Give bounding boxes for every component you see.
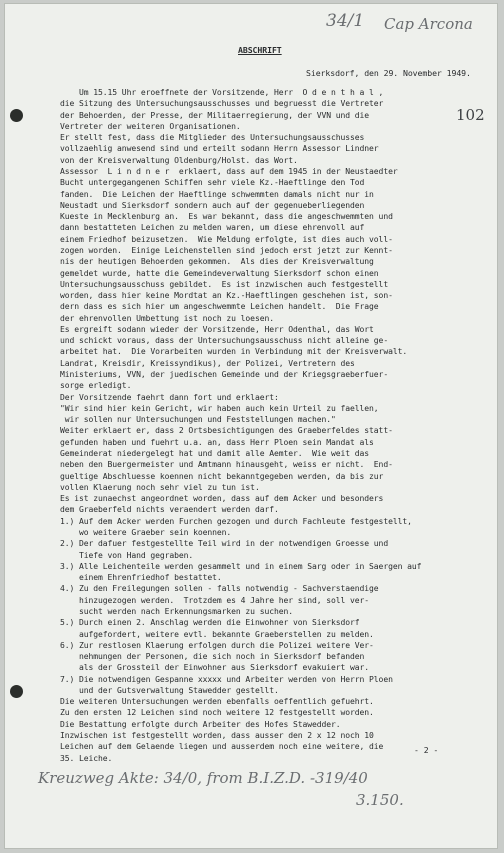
body-line: 3.) Alle Leichenteile werden gesammelt und in einem Sarg oder in Saergen auf	[60, 561, 422, 571]
body-line: Neustadt und Sierksdorf sondern auch auf der gegenueberliegenden	[60, 200, 365, 210]
body-line: einem Friedhof beizusetzen. Wie Meldung erfolgte, ist dies auch voll-	[60, 234, 393, 244]
body-line: dern dass es sich hier um angeschwemmte Leichen handelt. Die Frage	[60, 302, 379, 312]
body-line: hinzugezogen werden. Trotzdem es 4 Jahre her sind, soll ver-	[60, 595, 370, 605]
body-line: Er stellt fest, dass die Mitglieder des Untersuchungsausschusses	[60, 133, 365, 143]
body-line: fanden. Die Leichen der Haeftlinge schwemmten damals nicht nur in	[60, 189, 374, 199]
document-title: ABSCHRIFT	[238, 45, 282, 55]
body-line: vollzaehlig anwesend sind und erteilt sodann Herrn Assessor Lindner	[60, 144, 379, 154]
place-date: Sierksdorf, den 29. November 1949.	[306, 68, 471, 78]
page-number: - 2 -	[414, 745, 439, 755]
handwritten-archive-note: Kreuzweg Akte: 34/0, from B.I.Z.D. -319/40	[38, 769, 368, 787]
body-line: Vertreter der weiteren Organisationen.	[60, 121, 241, 131]
body-line: 1.) Auf dem Acker werden Furchen gezogen und durch Fachleute festgestellt,	[60, 516, 412, 526]
body-line: neben den Buergermeister und Amtmann hinausgeht, weiss er nicht. End-	[60, 460, 393, 470]
handwritten-archive-note-number: 3.150.	[356, 791, 404, 809]
body-line: Bucht untergegangenen Schiffen sehr viele Kz.-Haeftlinge den Tod	[60, 178, 365, 188]
body-line: sucht werden nach Erkennungsmarken zu suchen.	[60, 606, 293, 616]
body-line: und der Gutsverwaltung Stawedder gestellt.	[60, 685, 279, 695]
body-line: 6.) Zur restlosen Klaerung erfolgen durch die Polizei weitere Ver-	[60, 640, 374, 650]
body-line: sorge erledigt.	[60, 381, 132, 391]
body-line: der Behoerden, der Presse, der Militaerregierung, der VVN und die	[60, 110, 370, 120]
body-line: Leichen auf dem Gelaende liegen und ausserdem noch eine weitere, die	[60, 742, 384, 752]
body-line: Untersuchungsausschuss gebildet. Es ist inzwischen auch festgestellt	[60, 279, 389, 289]
handwritten-reference-number: 34/1	[326, 11, 365, 31]
body-line: gueltige Abschluesse koennen nicht bekanntgegeben werden, da bis zur	[60, 471, 384, 481]
handwritten-margin-number: 102	[456, 106, 485, 124]
body-line: von der Kreisverwaltung Oldenburg/Holst. das Wort.	[60, 155, 298, 165]
body-line: zogen worden. Einige Leichenstellen sind jedoch erst jetzt zur Kennt-	[60, 245, 393, 255]
punch-hole	[10, 685, 23, 698]
handwritten-ship-name: Cap Arcona	[384, 15, 473, 33]
body-line: dem Graeberfeld nichts veraendert werden darf.	[60, 505, 279, 515]
body-line: Die Bestattung erfolgte durch Arbeiter des Hofes Stawedder.	[60, 719, 341, 729]
body-line: "Wir sind hier kein Gericht, wir haben auch kein Urteil zu faellen,	[60, 403, 379, 413]
body-line: aufgefordert, weitere evtl. bekannte Graeberstellen zu melden.	[60, 629, 374, 639]
body-line: Zu den ersten 12 Leichen sind noch weitere 12 festgestellt worden.	[60, 708, 374, 718]
body-line: 2.) Der dafuer festgestellte Teil wird in der notwendigen Groesse und	[60, 539, 389, 549]
body-line: einem Ehrenfriedhof bestattet.	[60, 573, 222, 583]
body-line: arbeitet hat. Die Vorarbeiten wurden in Verbindung mit der Kreisverwalt.	[60, 347, 408, 357]
body-line: Es ist zunaechst angeordnet worden, dass auf dem Acker und besonders	[60, 494, 384, 504]
body-line: wo weitere Graeber sein koennen.	[60, 527, 232, 537]
body-line: 7.) Die notwendigen Gespanne xxxxx und Arbeiter werden von Herrn Ploen	[60, 674, 393, 684]
body-line: die Sitzung des Untersuchungsausschusses und begruesst die Vertreter	[60, 99, 384, 109]
body-line: Gemeinderat niedergelegt hat und damit alle Aemter. Wie weit das	[60, 449, 370, 458]
body-line: und schickt voraus, dass der Untersuchungsausschuss nicht alleine ge-	[60, 336, 389, 346]
body-line: 35. Leiche.	[60, 753, 113, 763]
body-line: Landrat, Kreisdir, Kreissyndikus), der Polizei, Vertretern des	[60, 358, 355, 368]
body-line: wir sollen nur Untersuchungen und Feststellungen machen."	[60, 415, 336, 425]
body-line: 5.) Durch einen 2. Anschlag werden die Einwohner von Sierksdorf	[60, 618, 360, 628]
body-line: gemeldet wurde, hatte die Gemeindeverwaltung Sierksdorf schon einen	[60, 268, 379, 278]
body-line: Assessor L i n d n e r erklaert, dass auf dem 1945 in der Neustaedter	[60, 166, 398, 176]
body-line: Inzwischen ist festgestellt worden, dass ausser den 2 x 12 noch 10	[60, 731, 374, 741]
body-line: Der Vorsitzende faehrt dann fort und erklaert:	[60, 392, 279, 402]
body-line: nehmungen der Personen, die sich noch in Sierksdorf befanden	[60, 652, 365, 662]
body-line: Tiefe von Hand gegraben.	[60, 550, 194, 560]
body-line: dann bestatteten Leichen zu melden waren, um diese ehrenvoll auf	[60, 223, 365, 233]
body-line: Die weiteren Untersuchungen werden ebenfalls oeffentlich gefuehrt.	[60, 697, 374, 707]
body-line: Ministeriums, VVN, der juedischen Gemeinde und der Kriegsgraeberfuer-	[60, 370, 389, 380]
body-line: Kueste in Mecklenburg an. Es war bekannt, dass die angeschwemmten und	[60, 212, 393, 222]
body-line: als der Grossteil der Einwohner aus Sierksdorf evakuiert war.	[60, 663, 370, 673]
document-page	[4, 3, 498, 849]
body-line: der ehrenvollen Umbettung ist noch zu loesen.	[60, 313, 274, 323]
body-line: Um 15.15 Uhr eroeffnete der Vorsitzende, Herr O d e n t h a l ,	[60, 88, 384, 97]
body-line: vollen Klaerung noch sehr viel zu tun ist.	[60, 482, 260, 492]
body-line: worden, dass hier keine Mordtat an Kz.-Haeftlingen geschehen ist, son-	[60, 291, 393, 301]
document-body	[60, 87, 470, 764]
punch-hole	[10, 109, 23, 122]
body-line: gefunden haben und fuehrt u.a. an, dass Herr Ploen sein Mandat als	[60, 437, 374, 447]
body-line: Weiter erklaert er, dass 2 Ortsbesichtigungen des Graeberfeldes statt-	[60, 426, 393, 436]
body-line: Es ergreift sodann wieder der Vorsitzende, Herr Odenthal, das Wort	[60, 324, 374, 334]
body-line: nis der heutigen Behoerden gekommen. Als dies der Kreisverwaltung	[60, 257, 374, 267]
body-line: 4.) Zu den Freilegungen sollen - falls notwendig - Sachverstaendige	[60, 584, 379, 594]
